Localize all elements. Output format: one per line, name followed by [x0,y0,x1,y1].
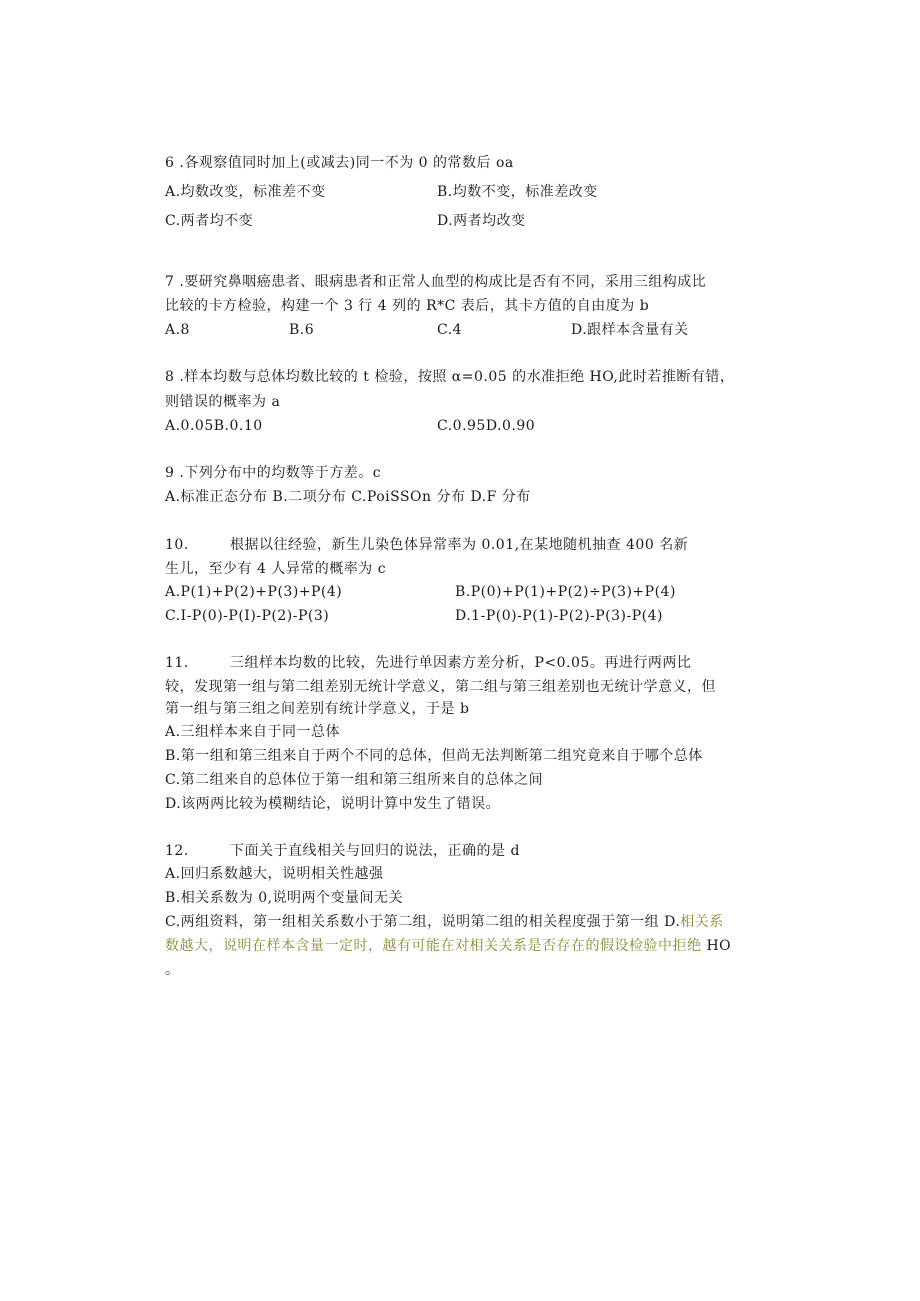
q11-stem-line1: 三组样本均数的比较，先进行单因素方差分析，P<0.05。再进行两两比 [230,655,692,671]
q7-option-a: A.8 [165,322,190,338]
q10-option-c: C.I-P(0)-P(I)-P(2)-P(3) [165,608,330,624]
q11-stem-line3: 第一组与第三组之间差别有统计学意义，于是 b [165,701,470,717]
q7-option-b: B.6 [289,322,315,338]
q12-option-d-end: 。 [165,962,180,978]
q7-option-d: D.跟样本含量有关 [571,322,689,338]
q12-option-d-line2 [165,936,731,956]
q10-option-d: D.1-P(0)-P(1)-P(2)-P(3)-P(4) [455,608,663,624]
q12-stem: 下面关于直线相关与回归的说法，正确的是 d [230,843,520,859]
q11-number: 11. [165,655,189,671]
q11-option-b: B.第一组和第三组来自于两个不同的总体，但尚无法判断第二组究竟来自于哪个总体 [165,748,703,764]
q10-number: 10. [165,537,189,553]
q7-stem-line1: 7 .要研究鼻咽癌患者、眼病患者和正常人血型的构成比是否有不同，采用三组构成比 [165,274,707,290]
q11-option-d: D.该两两比较为模糊结论，说明计算中发生了错误。 [165,796,501,812]
q12-option-c-line [165,912,724,932]
q6-option-c: C.两者均不变 [165,213,254,229]
q6-option-a: A.均数改变，标准差不变 [165,184,326,200]
q12-number: 12. [165,843,189,859]
q10-option-a: A.P(1)+P(2)+P(3)+P(4) [165,584,343,600]
q8-stem-line1: 8 .样本均数与总体均数比较的 t 检验，按照 α=0.05 的水准拒绝 HO,此时若推断有错， [165,369,735,385]
q12-option-b: B.相关系数为 0,说明两个变量间无关 [165,890,404,906]
q7-stem-line2: 比较的卡方检验，构建一个 3 行 4 列的 R*C 表后，其卡方值的自由度为 b [165,298,650,314]
q12-option-d-start: 相关系 [680,914,724,930]
q9-stem: 9 .下列分布中的均数等于方差。c [165,465,382,481]
q8-stem-line2: 则错误的概率为 a [165,394,281,410]
q10-option-b: B.P(0)+P(1)+P(2)÷P(3)+P(4) [455,584,676,600]
q10-stem-line2: 生儿，至少有 4 人异常的概率为 c [165,561,387,577]
q11-option-a: A.三组样本来自于同一总体 [165,724,341,740]
q12-option-d-h0: HO [701,938,732,954]
q6-stem: 6 .各观察值同时加上(或减去)同一不为 0 的常数后 oa [165,155,514,171]
q6-option-b: B.均数不变，标准差改变 [437,184,598,200]
q6-option-d: D.两者均改变 [437,213,526,229]
q12-option-d-text: 数越大，说明在样本含量一定时，越有可能在对相关关系是否存在的假设检验中拒绝 [165,938,702,954]
q11-stem-line2: 较，发现第一组与第二组差别无统计学意义，第二组与第三组差别也无统计学意义，但 [165,679,716,695]
q12-option-c: C.两组资料，第一组相关系数小于第二组，说明第二组的相关程度强于第一组 D. [165,914,681,930]
q11-option-c: C.第二组来自的总体位于第一组和第三组所来自的总体之间 [165,772,544,788]
q9-options: A.标准正态分布 B.二项分布 C.PoiSSOn 分布 D.F 分布 [165,489,531,505]
q10-stem-line1: 根据以往经验，新生儿染色体异常率为 0.01,在某地随机抽查 400 名新 [230,537,689,553]
q8-options-ab: A.0.05B.0.10 [165,418,263,434]
q7-option-c: C.4 [437,322,463,338]
q8-options-cd: C.0.95D.0.90 [437,418,536,434]
q12-option-a: A.回归系数越大，说明相关性越强 [165,866,384,882]
